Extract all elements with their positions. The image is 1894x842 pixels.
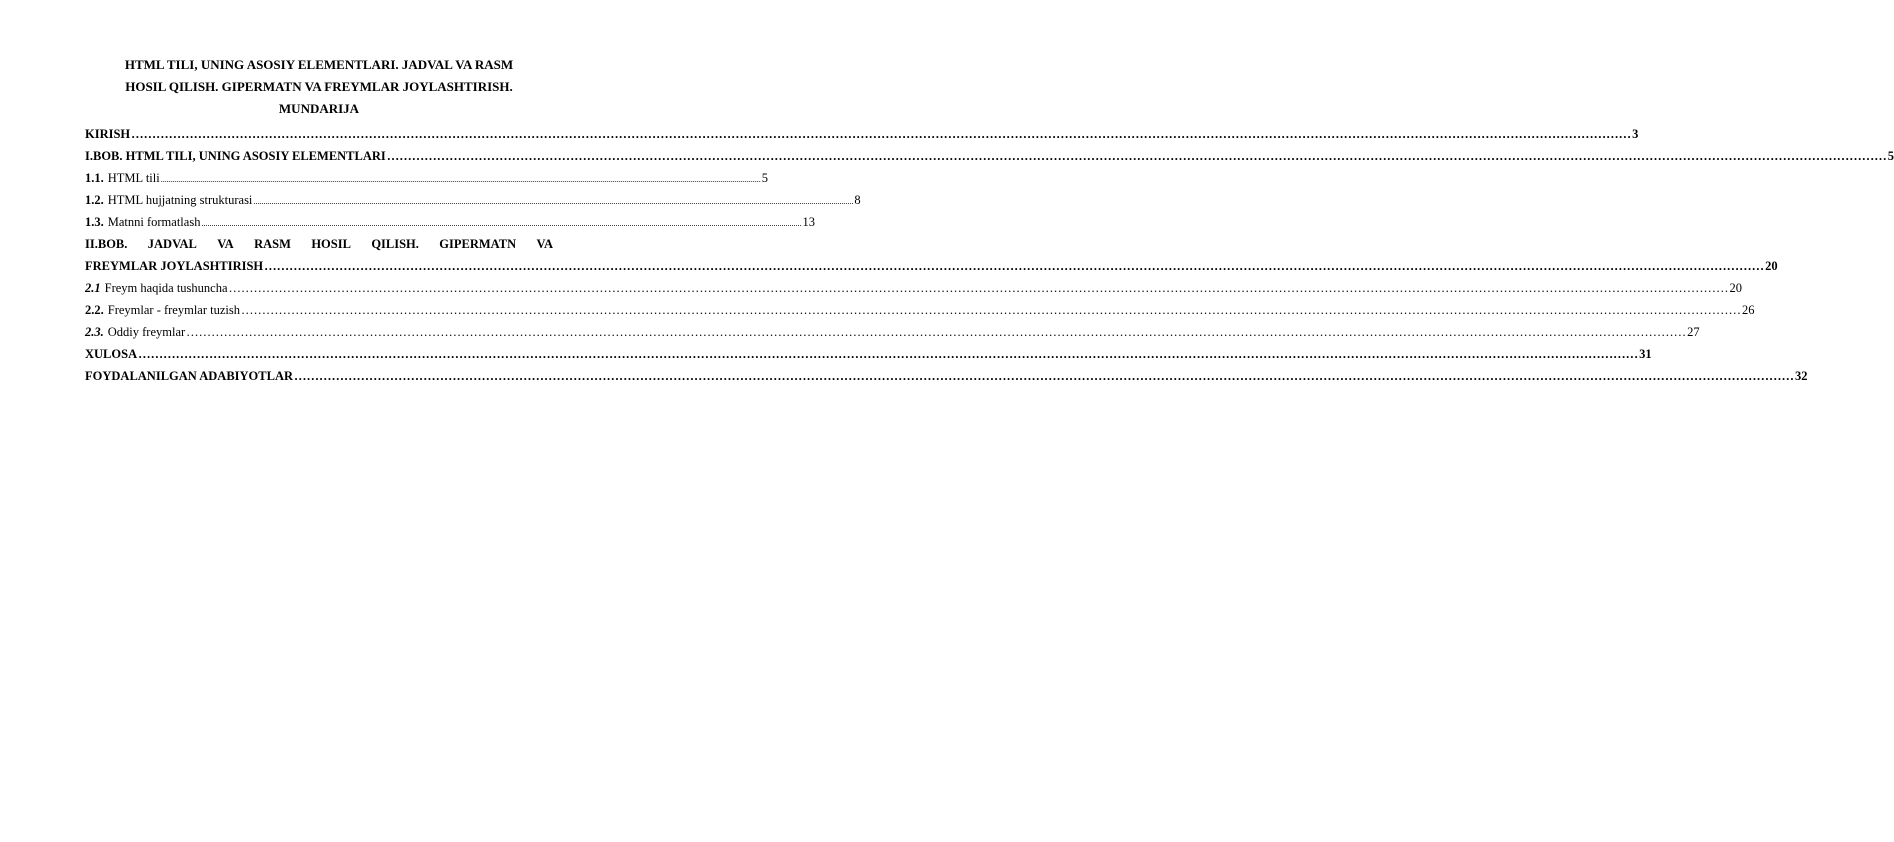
toc-section-number: 1.2. [85,193,104,207]
dot-leader: ……………………………………………………………………………………………………………………………………………………………………………………………………………………………………………………………………………………………………………………………… [138,347,1639,361]
toc-entry-intro [85,123,1639,145]
dot-leader: ……………………………………………………………………………………………………………………………………………………………………………………………………………………………………………………………………………………………………………………………… [186,325,1687,339]
toc-entry-section-2-2 [85,299,1755,321]
dot-leader: ............................................................................................................................................................................................................................................................................................................ [201,219,802,228]
toc-page-number: 31 [1639,347,1652,361]
toc-entry-chapter-1 [85,145,1894,167]
toc-section-number: 2.1 [85,281,101,295]
toc-page-number: 32 [1795,369,1808,383]
toc-page-number: 5 [761,171,768,185]
toc-entry-section-1-3 [85,211,815,233]
toc-section-number: 2.2. [85,303,104,317]
toc-entry-label: KIRISH [85,127,131,141]
toc-page-number: 20 [1765,259,1778,273]
toc-word: QILISH. [371,237,419,251]
dot-leader: ……………………………………………………………………………………………………………………………………………………………………………………………………………………………………………………………………………………………………………………………… [386,149,1887,163]
toc-entry-conclusion [85,343,1652,365]
toc-heading: MUNDARIJA [278,101,360,116]
toc-word: HOSIL [311,237,351,251]
toc-page-number: 20 [1729,281,1743,295]
toc-entry-section-2-3 [85,321,1700,343]
toc-word: VA [536,237,553,251]
toc-entry-label: FOYDALANILGAN ADABIYOTLAR [85,369,294,383]
toc-section-number: 2.3. [85,325,104,339]
toc-word: JADVAL [147,237,197,251]
toc-word: GIPERMATN [439,237,517,251]
document-title-line-2: HOSIL QILISH. GIPERMATN VA FREYMLAR JOYLASHTIRISH. [125,79,513,94]
toc-page-number: 27 [1687,325,1700,339]
dot-leader: ……………………………………………………………………………………………………………………………………………………………………………………………………………………………………………………………………………………………………………………………… [294,369,1795,383]
toc-entry-label: I.BOB. HTML TILI, UNING ASOSIY ELEMENTLARI [85,149,386,163]
toc-entry-label: Freym haqida tushuncha [104,281,228,295]
toc-entry-section-1-2 [85,189,861,211]
toc-entry-label: HTML hujjatning strukturasi [107,193,253,207]
toc-entry-label: Freymlar - freymlar tuzish [107,303,240,317]
toc-word: II.BOB. [85,237,128,251]
toc-word: VA [217,237,234,251]
toc-entry-chapter-2-line-1 [85,233,553,255]
toc-page-number: 13 [802,215,815,229]
toc-entry-chapter-2-line-2 [85,255,1778,277]
dot-leader: ……………………………………………………………………………………………………………………………………………………………………………………………………………………………………………………………………………………………………………………………… [264,259,1765,273]
toc-entry-label: Oddiy freymlar [107,325,186,339]
toc-entry-label: FREYMLAR JOYLASHTIRISH [85,259,264,273]
document-title-line-1: HTML TILI, UNING ASOSIY ELEMENTLARI. JADVAL VA RASM [124,57,514,72]
toc-page-number: 8 [854,193,861,207]
toc-page-number: 5 [1887,149,1894,163]
table-of-contents [85,123,1894,387]
toc-section-number: 1.3. [85,215,104,229]
toc-page-number: 3 [1632,127,1639,141]
dot-leader: ……………………………………………………………………………………………………………………………………………………………………………………………………………………………………………………………………………………………………………………………… [241,303,1741,317]
toc-word: RASM [254,237,291,251]
toc-entry-label: HTML tili [107,171,160,185]
toc-page-number: 26 [1742,303,1755,317]
toc-entry-section-1-1 [85,167,768,189]
toc-entry-references [85,365,1808,387]
dot-leader: ............................................................................................................................................................................................................................................................................................................ [160,175,761,184]
dot-leader: ............................................................................................................................................................................................................................................................................................................ [253,197,854,206]
toc-section-number: 1.1. [85,171,104,185]
dot-leader: ……………………………………………………………………………………………………………………………………………………………………………………………………………………………………………………………………………………………………………………………… [228,281,1729,295]
toc-entry-label: XULOSA [85,347,138,361]
toc-entry-label: Matnni formatlash [107,215,201,229]
document-page [85,54,1894,387]
toc-entry-section-2-1 [85,277,1743,299]
dot-leader: ……………………………………………………………………………………………………………………………………………………………………………………………………………………………………………………………………………………………………………………………… [131,127,1632,141]
